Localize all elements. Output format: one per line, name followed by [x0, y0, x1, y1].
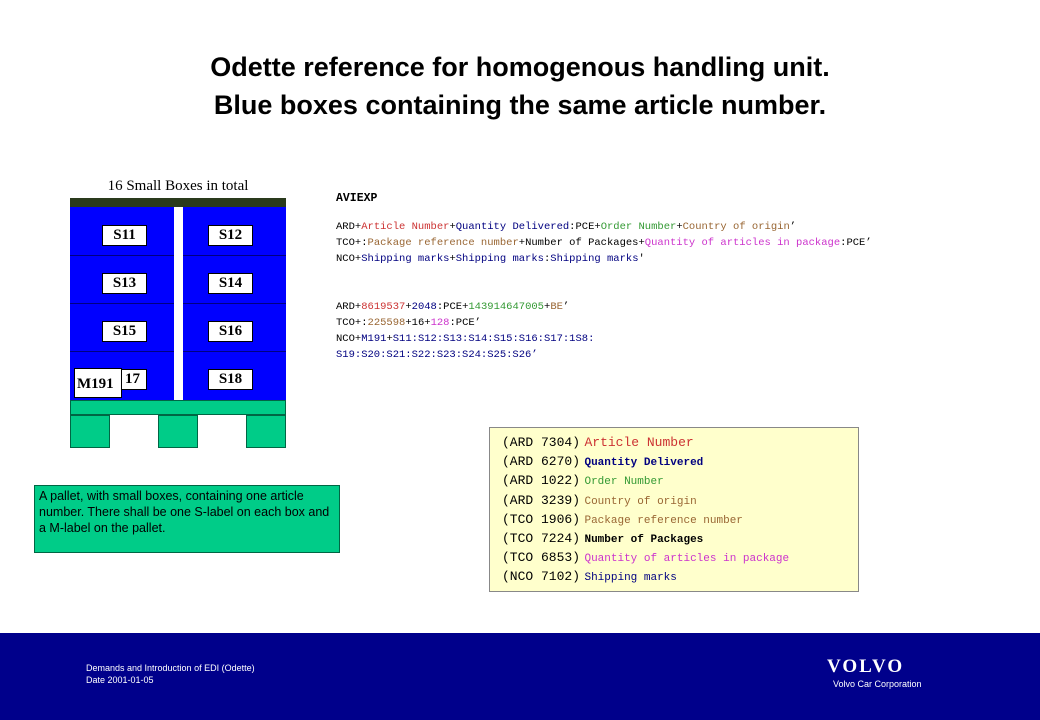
- footer-doc-title: Demands and Introduction of EDI (Odette): [86, 663, 255, 673]
- pallet-top-board: [70, 198, 286, 207]
- seg: :PCE’: [840, 237, 872, 249]
- seg: :: [543, 253, 551, 265]
- seg: TCO+:: [336, 317, 368, 329]
- s-label: S14: [208, 273, 253, 294]
- seg: ARD+: [336, 301, 362, 313]
- seg: 225598: [367, 317, 406, 329]
- box-divider: [183, 303, 286, 304]
- seg: 8619537: [361, 301, 406, 313]
- seg: +: [386, 333, 393, 345]
- legend-row: [490, 567, 858, 586]
- legend-row: [490, 433, 858, 452]
- seg: TCO+:: [336, 237, 368, 249]
- box-divider: [183, 351, 286, 352]
- seg: Shipping marks: [361, 253, 450, 265]
- s-label: 17: [102, 369, 147, 390]
- seg: NCO+: [336, 253, 362, 265]
- legend-code: (TCO 1906): [502, 511, 581, 527]
- volvo-logo: VOLVO: [827, 656, 905, 677]
- seg: +: [405, 301, 412, 313]
- slide-title: [0, 48, 1040, 124]
- seg: +: [424, 317, 431, 329]
- legend-term: Country of origin: [584, 495, 697, 508]
- seg: ’: [789, 221, 797, 233]
- seg: Order Number: [600, 221, 677, 233]
- legend-code: (ARD 7304): [502, 435, 581, 450]
- box-divider: [70, 255, 174, 256]
- legend-code: (ARD 6270): [502, 454, 581, 470]
- legend-code: (ARD 1022): [502, 473, 581, 489]
- boxes-caption: 16 Small Boxes in total: [107, 178, 249, 194]
- title-line-1: Odette reference for homogenous handling unit.: [210, 52, 830, 82]
- pallet-foot: [158, 415, 198, 448]
- s-label: S18: [208, 369, 253, 390]
- seg: 16: [411, 317, 425, 329]
- legend-term: Number of Packages: [584, 533, 704, 546]
- seg: :PCE+: [436, 301, 469, 313]
- legend-term: Quantity of articles in package: [584, 553, 790, 566]
- s-label: S15: [102, 321, 147, 342]
- s-label: S12: [208, 225, 253, 246]
- box-divider: [183, 255, 286, 256]
- seg: Country of origin: [682, 221, 790, 233]
- edi-example-nco: [336, 331, 594, 347]
- title-line-2: Blue boxes containing the same article number.: [213, 90, 827, 120]
- seg: +: [676, 221, 683, 233]
- legend-code: (TCO 7224): [502, 530, 581, 546]
- seg: ': [638, 253, 645, 265]
- seg: S11:S12:S13:S14:S15:S16:S17:1S8:: [392, 333, 595, 345]
- seg: ARD+: [336, 221, 362, 233]
- pallet-foot: [246, 415, 286, 448]
- edi-example-ard: [336, 299, 569, 315]
- seg: +: [518, 237, 526, 249]
- legend-term: Article Number: [584, 435, 694, 450]
- seg: ’: [562, 301, 570, 313]
- edi-template-nco: [336, 251, 645, 267]
- legend-code: (ARD 3239): [502, 492, 581, 508]
- volvo-company-name: Volvo Car Corporation: [833, 679, 922, 689]
- footer-text: [86, 662, 255, 686]
- legend-row: [490, 510, 858, 529]
- legend-code: (TCO 6853): [502, 550, 581, 566]
- seg: Quantity Delivered: [455, 221, 570, 233]
- edi-header: AVIEXP: [336, 192, 378, 205]
- pallet-foot: [70, 415, 110, 448]
- seg: Article Number: [361, 221, 450, 233]
- s-label: S11: [102, 225, 147, 246]
- edi-template-tco: [336, 235, 872, 251]
- seg: Shipping marks: [550, 253, 639, 265]
- seg: Package reference number: [367, 237, 519, 249]
- seg: 143914647005: [468, 301, 544, 313]
- legend-term: Package reference number: [584, 514, 743, 527]
- seg: Shipping marks: [455, 253, 544, 265]
- box-divider: [70, 303, 174, 304]
- data-element-legend: [489, 427, 859, 592]
- footer-date: Date 2001-01-05: [86, 675, 154, 685]
- seg: Quantity of articles in package: [644, 237, 841, 249]
- seg: NCO+: [336, 333, 362, 345]
- seg: :PCE+: [569, 221, 601, 233]
- legend-row: [490, 491, 858, 510]
- pallet-base: [70, 400, 286, 415]
- seg: :PCE’: [449, 317, 481, 329]
- seg: M191: [361, 333, 387, 345]
- pallet-note: A pallet, with small boxes, containing one article number. There shall be one S-label on each box and a M-label on the pallet.: [34, 485, 340, 553]
- edi-example-nco-cont: S19:S20:S21:S22:S23:S24:S25:S26’: [336, 349, 538, 361]
- seg: 2048: [411, 301, 437, 313]
- seg: +: [544, 301, 551, 313]
- edi-example-tco: [336, 315, 481, 331]
- legend-row: [490, 452, 858, 471]
- s-label: S16: [208, 321, 253, 342]
- legend-row: [490, 471, 858, 490]
- seg: Number of Packages: [525, 237, 639, 249]
- legend-term: Quantity Delivered: [584, 457, 704, 470]
- seg: 128: [430, 317, 450, 329]
- seg: +: [638, 237, 645, 249]
- legend-row: [490, 529, 858, 548]
- edi-template-ard: [336, 219, 796, 235]
- legend-row: [490, 548, 858, 567]
- legend-term: Order Number: [584, 476, 664, 489]
- seg: +: [405, 317, 412, 329]
- seg: +: [449, 221, 456, 233]
- m-label: M191: [74, 368, 122, 398]
- seg: BE: [550, 301, 563, 313]
- legend-code: (NCO 7102): [502, 569, 581, 585]
- s-label: S13: [102, 273, 147, 294]
- box-divider: [70, 351, 174, 352]
- legend-term: Shipping marks: [584, 572, 677, 585]
- seg: +: [449, 253, 456, 265]
